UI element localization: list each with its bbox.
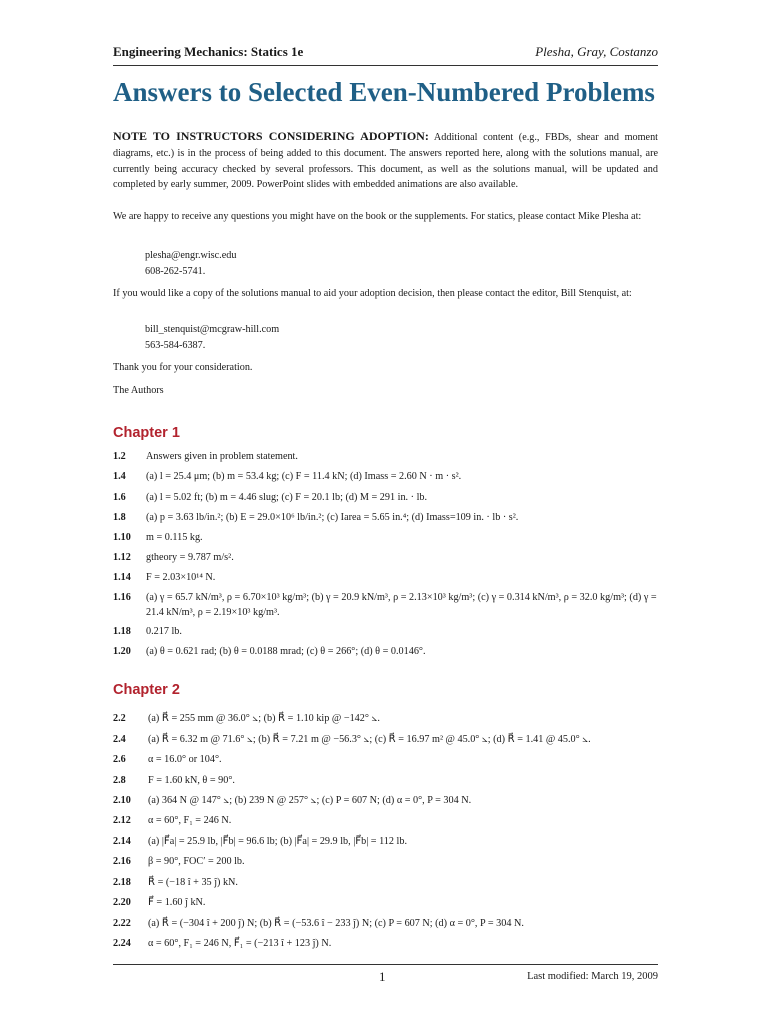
answer-text: β = 90°, FOC′ = 200 lb. <box>148 856 245 867</box>
book-title: Engineering Mechanics: Statics 1e <box>113 44 304 59</box>
answer-text: F = 2.03×10¹⁴ N. <box>146 572 216 583</box>
problem-number: 2.14 <box>113 836 131 847</box>
problem-number: 1.16 <box>113 592 131 603</box>
signoff-line: The Authors <box>113 385 164 396</box>
problem-number: 2.10 <box>113 795 131 806</box>
chapter-2-heading: Chapter 2 <box>113 682 180 698</box>
answer-text: (a) R⃗ = 255 mm @ 36.0° ⦣; (b) R⃗ = 1.10 kip @ −142° ⦣. <box>148 713 380 724</box>
problem-number: 2.20 <box>113 897 131 908</box>
problem-number: 2.6 <box>113 754 126 765</box>
problem-number: 2.8 <box>113 775 126 786</box>
problem-number: 2.2 <box>113 713 126 724</box>
problem-number: 1.8 <box>113 512 126 523</box>
answer-text: α = 60°, F₁ = 246 N. <box>148 815 232 826</box>
answer-text: (a) γ = 65.7 kN/m³, ρ = 6.70×10³ kg/m³; (b) γ = 20.9 kN/m³, ρ = 2.13×10³ kg/m³; (c) γ = 0.314 kN/m³, ρ = 32.0 kg/m³; (d) γ = 21.4 kN/m³, ρ = 2.19×10³ kg/m³. <box>146 592 657 618</box>
answer-text: (a) l = 5.02 ft; (b) m = 4.46 slug; (c) F = 20.1 lb; (d) M = 291 in. · lb. <box>146 492 428 503</box>
answer-text: (a) |F⃗a| = 25.9 lb, |F⃗b| = 96.6 lb; (b) |F⃗a| = 29.9 lb, |F⃗b| = 112 lb. <box>148 836 408 847</box>
last-modified: Last modified: March 19, 2009 <box>527 971 658 982</box>
authors: Plesha, Gray, Costanzo <box>535 44 658 59</box>
answer-text: m = 0.115 kg. <box>146 532 203 543</box>
problem-number: 1.4 <box>113 471 126 482</box>
plesha-contact <box>145 248 236 280</box>
problem-number: 1.18 <box>113 626 131 637</box>
problem-number: 1.14 <box>113 572 131 583</box>
thanks-line: Thank you for your consideration. <box>113 362 253 373</box>
plesha-email[interactable]: plesha@engr.wisc.edu <box>145 250 237 261</box>
problem-number: 2.12 <box>113 815 131 826</box>
answer-text: gtheory = 9.787 m/s². <box>146 552 234 563</box>
problem-number: 2.4 <box>113 734 126 745</box>
problem-number: 1.20 <box>113 646 131 657</box>
answer-text: α = 60°, F₁ = 246 N, F⃗₁ = (−213 î + 123 ĵ) N. <box>148 938 332 949</box>
answer-text: 0.217 lb. <box>146 626 182 637</box>
page-number: 1 <box>379 969 386 984</box>
manual-paragraph: If you would like a copy of the solutions manual to aid your adoption decision, then please contact the editor, Bill Stenquist, at: <box>113 288 632 299</box>
page-title: Answers to Selected Even-Numbered Problems <box>113 77 655 107</box>
running-header <box>113 44 658 60</box>
adoption-note <box>113 129 658 193</box>
note-body: Additional content (e.g., FBDs, shear and moment diagrams, etc.) is in the process of being added to this document. The answers reported here, along with the solutions manual, are currently being accuracy checked by several professors. This document, as well as the solutions manual, will be updated and completed by early summer, 2009. PowerPoint slides with embedded animations are also available. <box>113 132 658 191</box>
problem-number: 1.2 <box>113 451 126 462</box>
stenquist-contact <box>145 322 279 354</box>
problem-number: 2.22 <box>113 918 131 929</box>
stenquist-phone: 563-584-6387. <box>145 339 206 351</box>
chapter-1-heading: Chapter 1 <box>113 425 180 441</box>
problem-number: 1.6 <box>113 492 126 503</box>
problem-number: 2.24 <box>113 938 131 949</box>
problem-number: 1.12 <box>113 552 131 563</box>
problem-number: 2.18 <box>113 877 131 888</box>
answer-text: (a) 364 N @ 147° ⦣; (b) 239 N @ 257° ⦣; (c) P = 607 N; (d) α = 0°, P = 304 N. <box>148 795 472 806</box>
problem-number: 1.10 <box>113 532 131 543</box>
answer-text: Answers given in problem statement. <box>146 451 298 462</box>
problem-number: 2.16 <box>113 856 131 867</box>
plesha-phone: 608-262-5741. <box>145 265 206 277</box>
answer-text: R⃗ = (−18 î + 35 ĵ) kN. <box>148 877 238 888</box>
answer-text: (a) θ = 0.621 rad; (b) θ = 0.0188 mrad; (c) θ = 266°; (d) θ = 0.0146°. <box>146 646 426 657</box>
note-lead: NOTE TO INSTRUCTORS CONSIDERING ADOPTION: <box>113 129 429 143</box>
answer-text: F⃗ = 1.60 ĵ kN. <box>148 897 206 908</box>
stenquist-email[interactable]: bill_stenquist@mcgraw-hill.com <box>145 324 280 335</box>
answer-text: (a) R⃗ = (−304 î + 200 ĵ) N; (b) R⃗ = (−53.6 î − 233 ĵ) N; (c) P = 607 N; (d) α = 0°, P = 304 N. <box>148 918 524 929</box>
answer-text: F = 1.60 kN, θ = 90°. <box>148 775 235 786</box>
answer-text: (a) R⃗ = 6.32 m @ 71.6° ⦣; (b) R⃗ = 7.21 m @ −56.3° ⦣; (c) R⃗ = 16.97 m² @ 45.0° ⦣; (d) R⃗ = 1.41 @ 45.0° ⦣. <box>148 734 591 745</box>
footer-rule <box>113 964 658 965</box>
answer-text: (a) l = 25.4 μm; (b) m = 53.4 kg; (c) F = 11.4 kN; (d) Imass = 2.60 N · m · s². <box>146 471 462 482</box>
header-rule <box>113 65 658 66</box>
answer-text: (a) p = 3.63 lb/in.²; (b) E = 29.0×10⁶ lb/in.²; (c) Iarea = 5.65 in.⁴; (d) Imass=109 in. · lb · s². <box>146 512 519 523</box>
answer-text: α = 16.0° or 104°. <box>148 754 222 765</box>
questions-paragraph: We are happy to receive any questions you might have on the book or the supplements. For statics, please contact Mike Plesha at: <box>113 211 642 222</box>
